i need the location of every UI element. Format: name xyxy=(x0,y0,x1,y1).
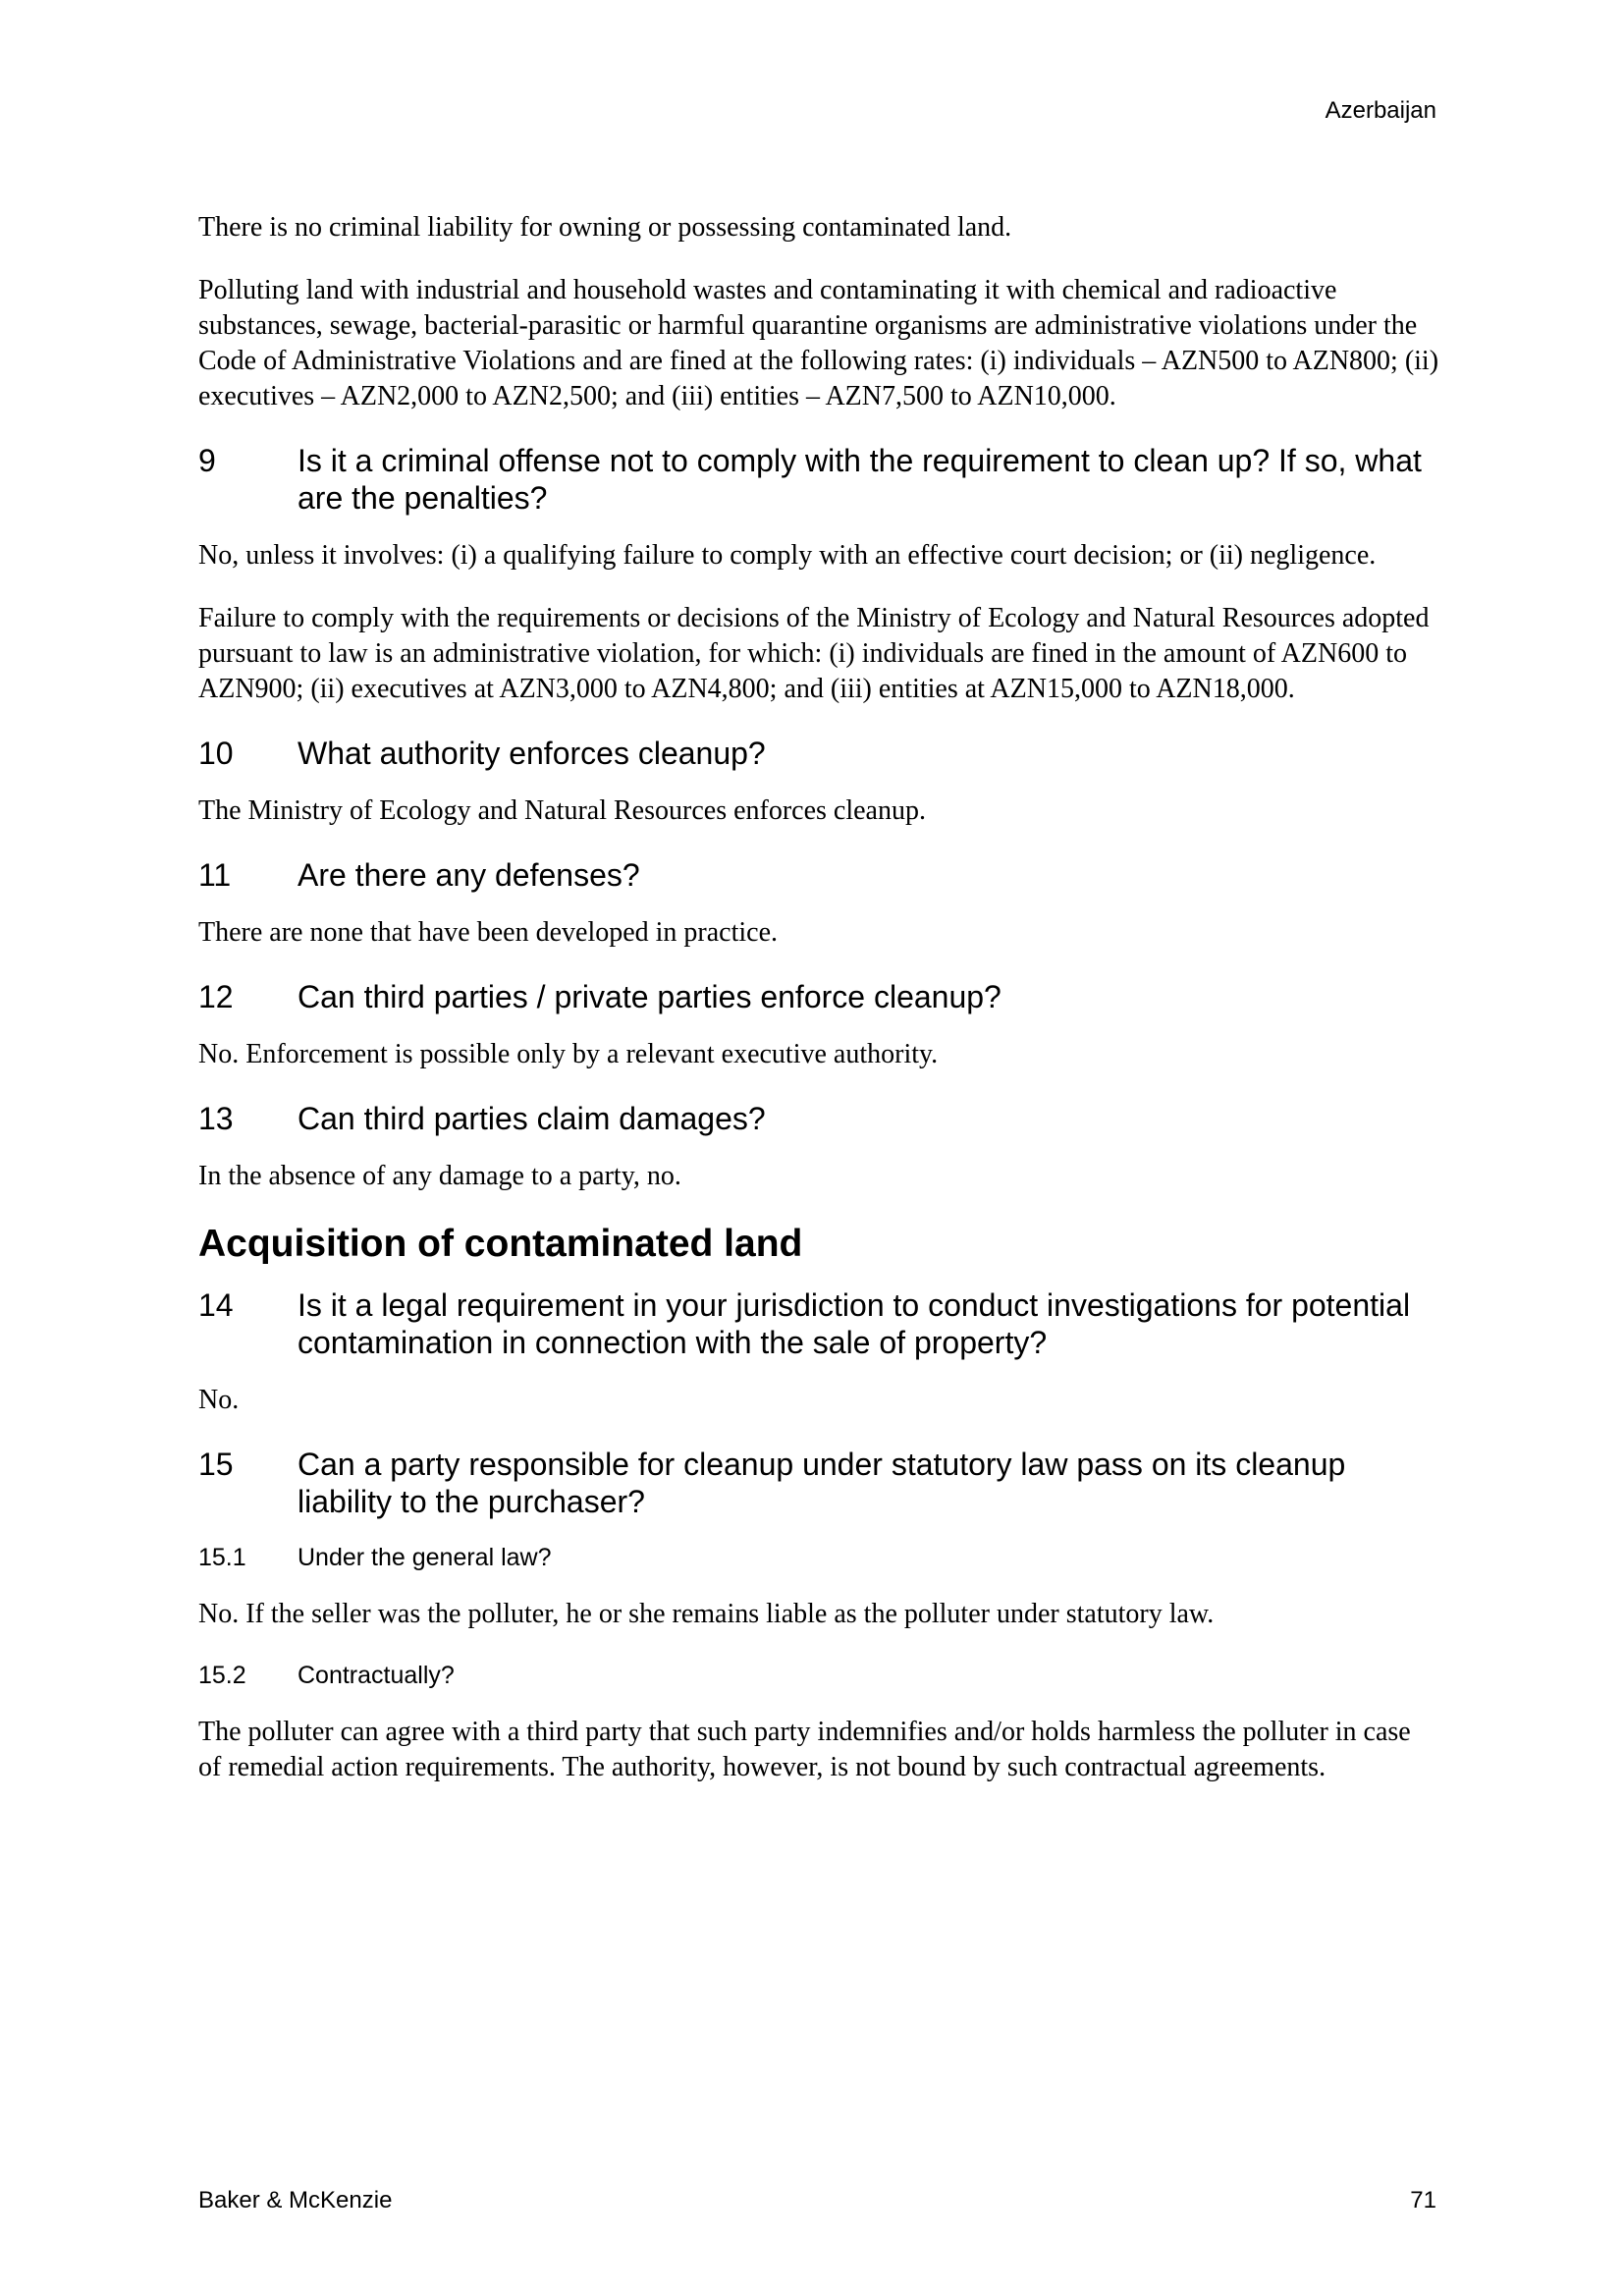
question-number: 14 xyxy=(198,1287,234,1323)
question-text: Is it a criminal offense not to comply with the requirement to clean up? If so, what are the penalties? xyxy=(298,443,1422,516)
subquestion-15-1 xyxy=(198,1542,1439,1573)
paragraph: No. Enforcement is possible only by a relevant executive authority. xyxy=(198,1039,939,1069)
question-number: 9 xyxy=(198,443,216,478)
question-11 xyxy=(198,856,1439,894)
paragraph: There is no criminal liability for owning or possessing contaminated land. xyxy=(198,212,1012,243)
question-text: Can third parties claim damages? xyxy=(298,1101,766,1136)
question-9 xyxy=(198,442,1439,517)
subquestion-text: Under the general law? xyxy=(298,1544,552,1571)
question-number: 15 xyxy=(198,1447,234,1482)
subquestion-number: 15.2 xyxy=(198,1662,246,1689)
question-number: 10 xyxy=(198,736,234,771)
paragraph: No, unless it involves: (i) a qualifying failure to comply with an effective court decision; or (ii) negligence. xyxy=(198,540,1377,571)
subquestion-number: 15.1 xyxy=(198,1544,246,1571)
question-text: Can a party responsible for cleanup under statutory law pass on its cleanup liability to the purchaser? xyxy=(298,1447,1346,1519)
question-text: What authority enforces cleanup? xyxy=(298,736,766,771)
question-text: Are there any defenses? xyxy=(298,857,640,893)
footer-page-number: 71 xyxy=(1410,2187,1436,2214)
question-number: 12 xyxy=(198,979,234,1014)
question-10 xyxy=(198,735,1439,772)
question-14 xyxy=(198,1286,1439,1361)
question-12 xyxy=(198,978,1439,1015)
paragraph: Polluting land with industrial and household wastes and contaminating it with chemical and radioactive substances, sewage, bacterial-parasitic or harmful quarantine organisms are administrative violations under the Code of Administrative Violations and are fined at the following rates: (i) individuals – AZN500 to AZN800; (ii) executives – AZN2,000 to AZN2,500; and (iii) entities – AZN7,500 to AZN10,000. xyxy=(198,275,1439,411)
question-15 xyxy=(198,1446,1439,1520)
section-heading: Acquisition of contaminated land xyxy=(198,1223,803,1265)
question-text: Can third parties / private parties enforce cleanup? xyxy=(298,979,1001,1014)
subquestion-15-2 xyxy=(198,1660,1439,1691)
paragraph: No. xyxy=(198,1385,240,1415)
question-text: Is it a legal requirement in your jurisdiction to conduct investigations for potential contamination in connection with the sale of property? xyxy=(298,1287,1411,1360)
running-header-country: Azerbaijan xyxy=(1325,97,1436,124)
paragraph: No. If the seller was the polluter, he or she remains liable as the polluter under statutory law. xyxy=(198,1599,1215,1629)
question-number: 13 xyxy=(198,1101,234,1136)
paragraph: The Ministry of Ecology and Natural Resources enforces cleanup. xyxy=(198,795,926,826)
paragraph: Failure to comply with the requirements or decisions of the Ministry of Ecology and Natural Resources adopted pursuant to law is an administrative violation, for which: (i) individuals are fined in the amount of AZN600 to AZN900; (ii) executives at AZN3,000 to AZN4,800; and (iii) entities at AZN15,000 to AZN18,000. xyxy=(198,603,1430,704)
paragraph: The polluter can agree with a third party that such party indemnifies and/or holds harmless the polluter in case of remedial action requirements. The authority, however, is not bound by such contractual agreements. xyxy=(198,1717,1411,1782)
footer-firm-name: Baker & McKenzie xyxy=(198,2187,393,2214)
question-13 xyxy=(198,1100,1439,1137)
subquestion-text: Contractually? xyxy=(298,1662,455,1689)
paragraph: There are none that have been developed in practice. xyxy=(198,917,779,948)
page-body xyxy=(198,210,1439,1813)
paragraph: In the absence of any damage to a party, no. xyxy=(198,1161,681,1191)
question-number: 11 xyxy=(198,857,232,893)
